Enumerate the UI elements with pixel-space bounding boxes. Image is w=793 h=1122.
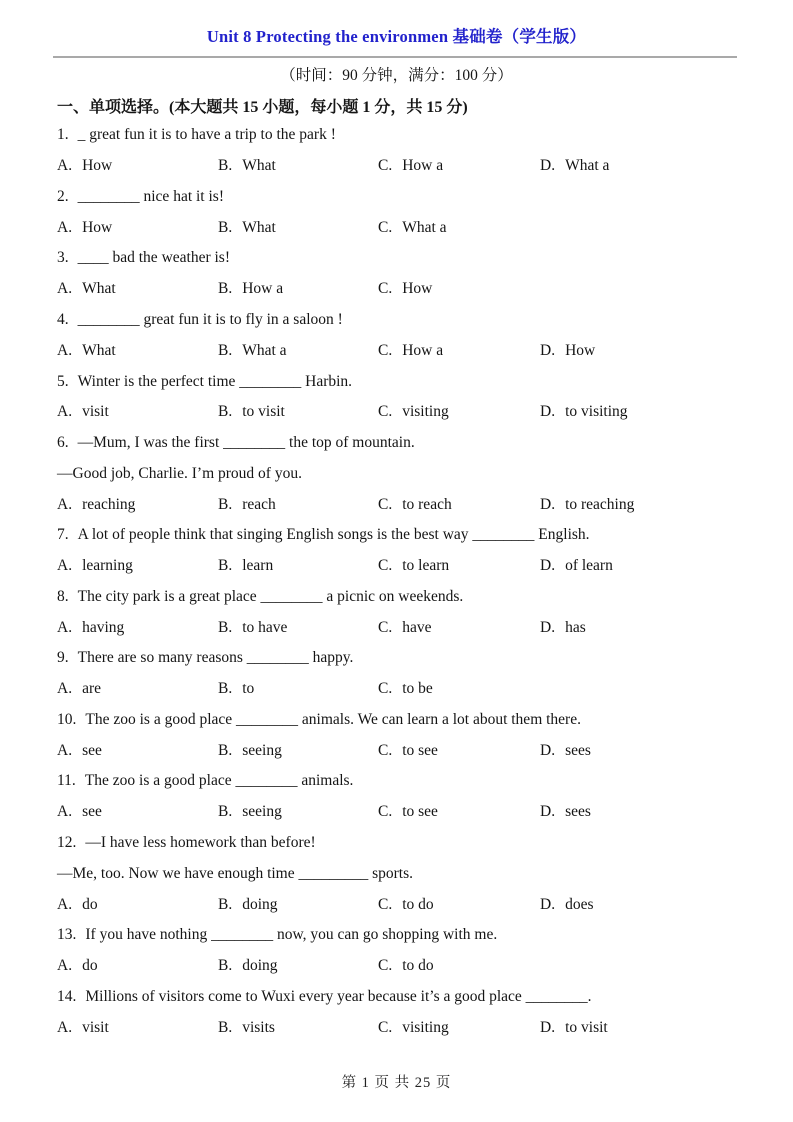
- option-text: do: [82, 895, 98, 913]
- option-A: [57, 742, 218, 760]
- option-B: [218, 219, 378, 237]
- option-text: learn: [242, 557, 274, 575]
- option-text: having: [82, 618, 125, 636]
- question-4: [57, 305, 775, 367]
- question-text: —Me, too. Now we have enough time _________ sports.: [57, 864, 414, 882]
- question-number: 14.: [57, 987, 77, 1005]
- options-row: [57, 612, 775, 643]
- question-text-line: [57, 243, 775, 274]
- option-A: [57, 619, 218, 637]
- question-number: 11.: [57, 772, 76, 790]
- option-C: [378, 896, 540, 914]
- question-9: [57, 643, 775, 705]
- option-D: [540, 742, 775, 760]
- option-letter: B.: [218, 1018, 233, 1036]
- option-text: to visit: [242, 403, 285, 421]
- question-number: 1.: [57, 126, 69, 144]
- option-C: [378, 403, 540, 421]
- option-letter: D.: [540, 803, 556, 821]
- option-letter: C.: [378, 157, 393, 175]
- options-row: [57, 489, 775, 520]
- question-text-line: [57, 766, 775, 797]
- option-text: see: [82, 803, 102, 821]
- option-text: to see: [402, 741, 438, 759]
- option-D: [540, 896, 775, 914]
- exam-time-score-info: （时间：90 分钟，满分：100 分）: [280, 67, 513, 84]
- option-B: [218, 803, 378, 821]
- question-text-line: [57, 643, 775, 674]
- option-text: visit: [82, 1018, 109, 1036]
- option-text: to do: [402, 957, 434, 975]
- option-letter: A.: [57, 741, 73, 759]
- option-A: [57, 342, 218, 360]
- option-D: [540, 557, 775, 575]
- title-divider: [53, 56, 737, 58]
- option-A: [57, 896, 218, 914]
- question-number: 8.: [57, 587, 69, 605]
- option-text: to learn: [402, 557, 450, 575]
- option-B: [218, 280, 378, 298]
- option-letter: D.: [540, 741, 556, 759]
- question-text: If you have nothing ________ now, you can go shopping with me.: [85, 926, 498, 944]
- option-letter: D.: [540, 557, 556, 575]
- question-13: [57, 920, 775, 982]
- option-letter: A.: [57, 557, 73, 575]
- question-text-line: [57, 705, 775, 736]
- question-text: The zoo is a good place ________ animals. We can learn a lot about them there.: [85, 710, 581, 728]
- option-B: [218, 342, 378, 360]
- question-text: —Good job, Charlie. I’m proud of you.: [57, 464, 302, 482]
- option-text: How: [565, 341, 596, 359]
- option-letter: A.: [57, 803, 73, 821]
- question-number: 3.: [57, 249, 69, 267]
- option-text: What: [242, 218, 276, 236]
- option-letter: C.: [378, 680, 393, 698]
- question-text: The city park is a great place ________ a picnic on weekends.: [77, 587, 464, 605]
- option-D: [540, 1019, 775, 1037]
- option-text: learning: [82, 557, 133, 575]
- option-letter: D.: [540, 1018, 556, 1036]
- option-text: visiting: [402, 403, 449, 421]
- option-A: [57, 496, 218, 514]
- options-row: [57, 212, 775, 243]
- option-C: [378, 280, 540, 298]
- option-letter: D.: [540, 341, 556, 359]
- option-B: [218, 957, 378, 975]
- option-C: [378, 557, 540, 575]
- question-text-line: [57, 920, 775, 951]
- option-letter: A.: [57, 618, 73, 636]
- option-C: [378, 342, 540, 360]
- option-letter: C.: [378, 218, 393, 236]
- question-text-line: [57, 366, 775, 397]
- option-letter: A.: [57, 1018, 73, 1036]
- option-letter: B.: [218, 341, 233, 359]
- option-letter: D.: [540, 157, 556, 175]
- option-letter: B.: [218, 895, 233, 913]
- option-text: sees: [565, 803, 591, 821]
- option-letter: D.: [540, 618, 556, 636]
- question-text: A lot of people think that singing English songs is the best way ________ English.: [77, 526, 590, 544]
- option-D: [540, 496, 775, 514]
- option-letter: D.: [540, 495, 556, 513]
- question-1: [57, 120, 775, 182]
- option-D: [540, 619, 775, 637]
- question-number: 10.: [57, 710, 77, 728]
- option-A: [57, 803, 218, 821]
- section-heading: 一、单项选择。(本大题共 15 小题，每小题 1 分，共 15 分): [57, 99, 468, 116]
- option-text: What: [82, 341, 116, 359]
- option-text: to visit: [565, 1018, 608, 1036]
- option-B: [218, 742, 378, 760]
- question-text-line: [57, 182, 775, 213]
- question-6: [57, 428, 775, 520]
- option-text: to do: [402, 895, 434, 913]
- option-text: seeing: [242, 741, 282, 759]
- option-text: to be: [402, 680, 433, 698]
- options-row: [57, 951, 775, 982]
- question-5: [57, 366, 775, 428]
- question-3: [57, 243, 775, 305]
- option-letter: A.: [57, 218, 73, 236]
- option-text: do: [82, 957, 98, 975]
- option-letter: B.: [218, 741, 233, 759]
- option-text: What: [82, 280, 116, 298]
- options-row: [57, 889, 775, 920]
- option-text: How a: [402, 157, 444, 175]
- option-letter: B.: [218, 403, 233, 421]
- option-C: [378, 803, 540, 821]
- option-letter: C.: [378, 495, 393, 513]
- options-row: [57, 735, 775, 766]
- option-text: How: [402, 280, 433, 298]
- option-text: has: [565, 618, 586, 636]
- options-row: [57, 551, 775, 582]
- option-letter: D.: [540, 403, 556, 421]
- question-number: 2.: [57, 187, 69, 205]
- option-text: to: [242, 680, 255, 698]
- question-10: [57, 705, 775, 767]
- question-text-line: [57, 428, 775, 459]
- option-C: [378, 157, 540, 175]
- page-title: Unit 8 Protecting the environmen 基础卷（学生版）: [206, 27, 587, 46]
- option-text: of learn: [565, 557, 613, 575]
- question-text-line: [57, 305, 775, 336]
- option-C: [378, 219, 540, 237]
- question-number: 5.: [57, 372, 69, 390]
- options-row: [57, 335, 775, 366]
- option-text: What a: [242, 341, 287, 359]
- option-letter: A.: [57, 680, 73, 698]
- question-text-line: [57, 858, 775, 889]
- option-text: visit: [82, 403, 109, 421]
- option-C: [378, 496, 540, 514]
- option-text: to have: [242, 618, 288, 636]
- question-number: 13.: [57, 926, 77, 944]
- question-text-line: [57, 581, 775, 612]
- option-text: reaching: [82, 495, 136, 513]
- option-text: reach: [242, 495, 276, 513]
- option-text: to reaching: [565, 495, 635, 513]
- option-B: [218, 680, 378, 698]
- question-14: [57, 981, 775, 1043]
- option-A: [57, 1019, 218, 1037]
- option-text: to see: [402, 803, 438, 821]
- option-letter: C.: [378, 280, 393, 298]
- question-text: ________ great fun it is to fly in a saloon !: [77, 310, 343, 328]
- option-letter: B.: [218, 680, 233, 698]
- option-letter: A.: [57, 495, 73, 513]
- option-C: [378, 619, 540, 637]
- question-7: [57, 520, 775, 582]
- question-number: 6.: [57, 434, 69, 452]
- option-text: have: [402, 618, 432, 636]
- option-letter: A.: [57, 280, 73, 298]
- option-A: [57, 280, 218, 298]
- option-letter: C.: [378, 741, 393, 759]
- option-letter: B.: [218, 280, 233, 298]
- option-B: [218, 403, 378, 421]
- option-letter: C.: [378, 957, 393, 975]
- option-letter: A.: [57, 895, 73, 913]
- option-letter: C.: [378, 895, 393, 913]
- option-text: doing: [242, 957, 278, 975]
- option-C: [378, 1019, 540, 1037]
- question-11: [57, 766, 775, 828]
- options-row: [57, 151, 775, 182]
- option-letter: A.: [57, 341, 73, 359]
- option-text: How a: [402, 341, 444, 359]
- option-text: What: [242, 157, 276, 175]
- option-text: are: [82, 680, 101, 698]
- question-number: 7.: [57, 526, 69, 544]
- option-text: How: [82, 157, 113, 175]
- option-B: [218, 1019, 378, 1037]
- option-text: to reach: [402, 495, 452, 513]
- option-A: [57, 957, 218, 975]
- options-row: [57, 274, 775, 305]
- option-D: [540, 342, 775, 360]
- option-B: [218, 157, 378, 175]
- option-letter: B.: [218, 557, 233, 575]
- question-text: ________ nice hat it is!: [77, 187, 224, 205]
- question-text-line: [57, 828, 775, 859]
- option-text: visiting: [402, 1018, 449, 1036]
- option-letter: A.: [57, 157, 73, 175]
- question-8: [57, 581, 775, 643]
- option-B: [218, 557, 378, 575]
- option-text: What a: [565, 157, 610, 175]
- page-footer: 第 1 页 共 25 页: [341, 1075, 452, 1091]
- option-text: How a: [242, 280, 284, 298]
- option-letter: B.: [218, 218, 233, 236]
- option-letter: C.: [378, 618, 393, 636]
- option-D: [540, 157, 775, 175]
- option-letter: D.: [540, 895, 556, 913]
- question-text: _ great fun it is to have a trip to the park !: [77, 126, 336, 144]
- question-text: ____ bad the weather is!: [77, 249, 230, 267]
- option-text: to visiting: [565, 403, 628, 421]
- option-letter: B.: [218, 957, 233, 975]
- option-text: What a: [402, 218, 447, 236]
- option-letter: C.: [378, 341, 393, 359]
- option-A: [57, 219, 218, 237]
- option-A: [57, 557, 218, 575]
- option-A: [57, 680, 218, 698]
- option-text: does: [565, 895, 594, 913]
- question-text-line: [57, 120, 775, 151]
- option-A: [57, 157, 218, 175]
- option-C: [378, 957, 540, 975]
- option-letter: C.: [378, 403, 393, 421]
- question-text-line: [57, 981, 775, 1012]
- option-B: [218, 619, 378, 637]
- option-C: [378, 742, 540, 760]
- option-C: [378, 680, 540, 698]
- option-text: visits: [242, 1018, 275, 1036]
- option-B: [218, 496, 378, 514]
- option-letter: C.: [378, 557, 393, 575]
- question-text: —I have less homework than before!: [85, 833, 316, 851]
- options-row: [57, 397, 775, 428]
- option-letter: C.: [378, 1018, 393, 1036]
- question-number: 12.: [57, 833, 77, 851]
- option-D: [540, 403, 775, 421]
- question-text-line: [57, 520, 775, 551]
- question-2: [57, 182, 775, 244]
- option-text: sees: [565, 741, 591, 759]
- options-row: [57, 674, 775, 705]
- option-text: How: [82, 218, 113, 236]
- option-text: see: [82, 741, 102, 759]
- question-text: Winter is the perfect time ________ Harbin.: [77, 372, 353, 390]
- option-letter: B.: [218, 803, 233, 821]
- option-letter: C.: [378, 803, 393, 821]
- options-row: [57, 1012, 775, 1043]
- option-letter: B.: [218, 157, 233, 175]
- question-number: 9.: [57, 649, 69, 667]
- question-text: There are so many reasons ________ happy.: [77, 649, 354, 667]
- question-text-line: [57, 458, 775, 489]
- option-B: [218, 896, 378, 914]
- option-text: seeing: [242, 803, 282, 821]
- option-letter: B.: [218, 495, 233, 513]
- question-text: The zoo is a good place ________ animals.: [84, 772, 354, 790]
- option-letter: A.: [57, 403, 73, 421]
- option-letter: A.: [57, 957, 73, 975]
- options-row: [57, 797, 775, 828]
- option-text: doing: [242, 895, 278, 913]
- question-text: —Mum, I was the first ________ the top of mountain.: [77, 434, 415, 452]
- question-12: [57, 828, 775, 920]
- question-list: [57, 120, 775, 1043]
- option-D: [540, 803, 775, 821]
- question-number: 4.: [57, 310, 69, 328]
- question-text: Millions of visitors come to Wuxi every year because it’s a good place ________.: [85, 987, 592, 1005]
- option-letter: B.: [218, 618, 233, 636]
- option-A: [57, 403, 218, 421]
